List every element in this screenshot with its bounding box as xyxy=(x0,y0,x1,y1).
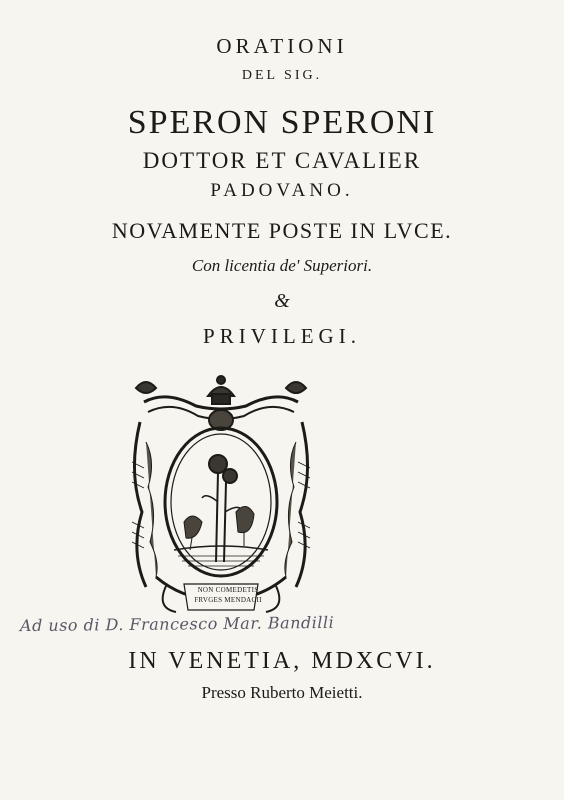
licence-statement: Con licentia de' Superiori. xyxy=(191,256,373,275)
printer-device-woodcut xyxy=(126,372,316,618)
imprint-place-date: IN VENETIA, MDXCVI. xyxy=(128,648,436,674)
title-del-sig: DEL SIG. xyxy=(241,68,323,83)
author-origin: PADOVANO. xyxy=(210,180,354,201)
author-name: SPERON SPERONI xyxy=(127,104,437,141)
device-motto: NON COMEDETIS FRVGES MENDACII xyxy=(194,586,262,604)
author-title: DOTTOR ET CAVALIER xyxy=(142,148,422,173)
title-orationi: ORATIONI xyxy=(216,34,348,58)
imprint-printer: Presso Ruberto Meietti. xyxy=(201,683,363,702)
ampersand: & xyxy=(274,290,290,312)
edition-statement: NOVAMENTE POSTE IN LVCE. xyxy=(111,218,453,243)
handwritten-ownership-inscription: Ad uso di D. Francesco Mar. Bandilli xyxy=(19,612,335,636)
privilege-statement: PRIVILEGI. xyxy=(203,324,361,348)
